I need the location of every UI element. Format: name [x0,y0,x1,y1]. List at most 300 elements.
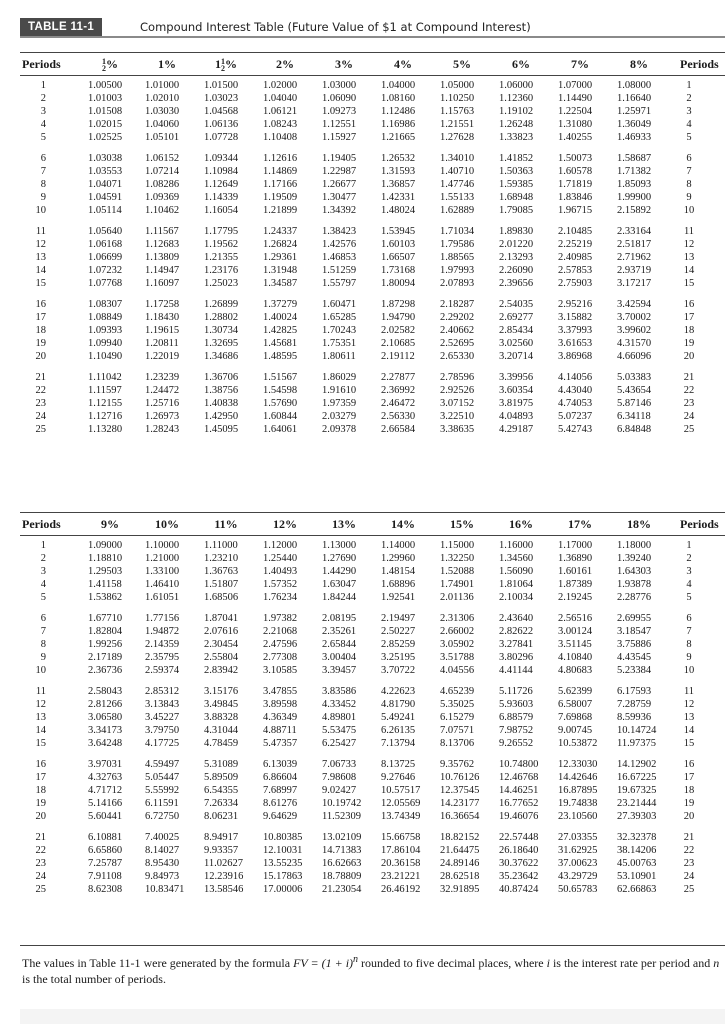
table-row [20,350,725,363]
future-value-cell: 1.85093 [617,179,652,190]
footnote-text-c: is the interest rate per period and [549,956,714,970]
future-value-cell: 26.46192 [381,884,421,895]
future-value-cell: 1.17258 [145,299,180,310]
future-value-cell: 1.04591 [88,192,123,203]
future-value-cell: 1.53945 [381,226,416,237]
future-value-cell: 1.01003 [88,93,123,104]
future-value-cell: 2.51817 [617,239,652,250]
future-value-cell: 1.40710 [440,166,475,177]
future-value-cell: 2.19245 [558,592,593,603]
period-number-left: 19 [35,338,46,349]
period-number-right: 15 [683,278,695,289]
future-value-cell: 5.35025 [440,699,475,710]
table-row [20,251,725,264]
future-value-cell: 2.26090 [499,265,534,276]
future-value-cell: 2.57853 [558,265,593,276]
rate-header [375,56,431,72]
period-number-left: 8 [40,639,46,650]
rate-header [198,516,254,532]
future-value-cell: 17.00006 [263,884,303,895]
future-value-cell: 7.98752 [499,725,534,736]
future-value-cell: 19.74838 [558,798,598,809]
future-value-cell: 1.09393 [88,325,123,336]
future-value-cell: 1.53862 [88,592,123,603]
future-value-cell: 1.03030 [145,106,180,117]
future-value-cell: 6.72750 [145,811,180,822]
future-value-cell: 1.11000 [204,540,238,551]
period-number-right: 13 [683,712,695,723]
future-value-cell: 1.05114 [88,205,122,216]
future-value-cell: 45.00763 [617,858,657,869]
compound-interest-table-high-rates [20,512,725,896]
period-number-left: 4 [40,119,46,130]
future-value-cell: 1.08286 [145,179,180,190]
future-value-cell: 2.78596 [440,372,475,383]
future-value-cell: 1.38756 [204,385,239,396]
future-value-cell: 1.51567 [263,372,298,383]
period-number-right: 25 [683,884,695,895]
future-value-cell: 2.82622 [499,626,534,637]
periods-header-right: Periods [680,57,719,71]
compound-interest-table-low-rates [20,52,725,436]
future-value-cell: 1.07214 [145,166,180,177]
future-value-cell: 9.26552 [499,738,534,749]
period-number-right: 5 [686,132,692,143]
future-value-cell: 1.57352 [263,579,298,590]
table-row [20,784,725,797]
rate-header-whole: 4% [394,57,412,71]
period-number-left: 3 [40,566,46,577]
rate-header-percent: % [225,57,237,71]
future-value-cell: 1.17795 [204,226,239,237]
future-value-cell: 10.19742 [322,798,362,809]
rate-header-whole: 16% [509,517,533,531]
future-value-cell: 23.21221 [381,871,421,882]
future-value-cell: 1.21000 [145,553,180,564]
future-value-cell: 1.23176 [204,265,239,276]
future-value-cell: 6.15279 [440,712,475,723]
period-number-right: 23 [683,858,695,869]
future-value-cell: 2.50227 [381,626,416,637]
periods-header-right: Periods [680,517,719,531]
future-value-cell: 1.34010 [440,153,475,164]
future-value-cell: 5.93603 [499,699,534,710]
period-number-right: 21 [683,832,695,843]
future-value-cell: 8.62308 [88,884,123,895]
future-value-cell: 1.34587 [263,278,298,289]
future-value-cell: 11.02627 [204,858,243,869]
future-value-cell: 7.40025 [145,832,180,843]
future-value-cell: 9.64629 [263,811,298,822]
future-value-cell: 1.24472 [145,385,180,396]
table-row [20,857,725,870]
period-number-right: 6 [686,613,692,624]
future-value-cell: 3.39457 [322,665,357,676]
future-value-cell: 5.53475 [322,725,357,736]
future-value-cell: 14.71383 [322,845,362,856]
future-value-cell: 1.29503 [88,566,123,577]
future-value-cell: 4.88711 [263,725,297,736]
future-value-cell: 9.00745 [558,725,593,736]
future-value-cell: 32.91895 [440,884,480,895]
future-value-cell: 8.94917 [204,832,239,843]
period-number-right: 24 [683,871,695,882]
future-value-cell: 2.14359 [145,639,180,650]
period-number-left: 18 [35,325,46,336]
rate-header-whole: 18% [627,517,651,531]
future-value-cell: 1.23210 [204,553,239,564]
future-value-cell: 7.68997 [263,785,298,796]
future-value-cell: 1.45095 [204,424,239,435]
future-value-cell: 1.87041 [204,613,239,624]
future-value-cell: 1.18430 [145,312,180,323]
period-number-left: 1 [40,80,46,91]
future-value-cell: 11.97375 [617,738,656,749]
future-value-cell: 18.82152 [440,832,480,843]
future-value-cell: 1.46933 [617,132,652,143]
periods-header-left: Periods [22,517,61,531]
future-value-cell: 1.19615 [145,325,180,336]
future-value-cell: 20.36158 [381,858,421,869]
future-value-cell: 1.03000 [322,80,357,91]
future-value-cell: 23.21444 [617,798,657,809]
table-row [20,191,725,204]
table-row [20,324,725,337]
page-bottom-banner [20,1009,725,1024]
future-value-cell: 1.08160 [381,93,416,104]
future-value-cell: 1.02525 [88,132,123,143]
future-value-cell: 5.11726 [499,686,533,697]
future-value-cell: 1.07728 [204,132,239,143]
table-row [20,337,725,350]
table-number-label: TABLE 11-1 [20,18,102,36]
future-value-cell: 1.01500 [204,80,239,91]
future-value-cell: 3.00124 [558,626,593,637]
future-value-cell: 2.40985 [558,252,593,263]
future-value-cell: 35.23642 [499,871,539,882]
future-value-cell: 5.47357 [263,738,298,749]
future-value-cell: 9.02427 [322,785,357,796]
future-value-cell: 15.66758 [381,832,421,843]
future-value-cell: 3.07152 [440,398,475,409]
future-value-cell: 4.31570 [617,338,652,349]
future-value-cell: 1.52088 [440,566,475,577]
rate-header [316,56,372,72]
table-row [20,651,725,664]
period-number-left: 2 [40,93,46,104]
rate-header-whole: 17% [568,517,592,531]
future-value-cell: 1.09940 [88,338,123,349]
future-value-cell: 1.64303 [617,566,652,577]
future-value-cell: 7.69868 [558,712,593,723]
future-value-cell: 5.05447 [145,772,180,783]
future-value-cell: 12.05569 [381,798,421,809]
future-value-cell: 1.80611 [322,351,356,362]
rate-header-whole: 1 [215,57,221,71]
rate-header [493,516,549,532]
period-number-right: 8 [686,179,692,190]
future-value-cell: 2.19112 [381,351,415,362]
table-row [20,797,725,810]
period-number-right: 6 [686,153,692,164]
future-value-cell: 1.16986 [381,119,416,130]
future-value-cell: 1.60844 [263,411,298,422]
table-row [20,118,725,131]
table-row [20,178,725,191]
period-number-left: 14 [35,265,46,276]
future-value-cell: 13.55235 [263,858,303,869]
future-value-cell: 1.33100 [145,566,180,577]
future-value-cell: 31.62925 [558,845,598,856]
period-number-right: 16 [683,759,695,770]
table-row [20,758,725,771]
footnote-text-a: The values in Table 11-1 were generated by the formula [22,956,294,970]
future-value-cell: 1.07232 [88,265,123,276]
future-value-cell: 16.62663 [322,858,362,869]
future-value-cell: 2.66584 [381,424,416,435]
table-body [20,79,725,436]
period-number-left: 14 [35,725,46,736]
period-number-right: 2 [686,553,692,564]
period-number-left: 24 [35,411,46,422]
rate-header [257,56,313,72]
table-header-row [20,52,725,76]
future-value-cell: 4.10840 [558,652,593,663]
future-value-cell: 1.70243 [322,325,357,336]
future-value-cell: 1.33823 [499,132,534,143]
future-value-cell: 1.06000 [499,80,534,91]
period-number-right: 7 [686,626,692,637]
future-value-cell: 3.51788 [440,652,475,663]
future-value-cell: 2.15892 [617,205,652,216]
future-value-cell: 1.09273 [322,106,357,117]
future-value-cell: 3.70002 [617,312,652,323]
future-value-cell: 2.58043 [88,686,123,697]
period-number-left: 6 [40,613,46,624]
future-value-cell: 1.36890 [558,553,593,564]
future-value-cell: 1.24337 [263,226,298,237]
future-value-cell: 1.13809 [145,252,180,263]
future-value-cell: 1.16054 [204,205,239,216]
future-value-cell: 1.41852 [499,153,534,164]
future-value-cell: 2.55804 [204,652,239,663]
period-number-left: 22 [35,385,46,396]
future-value-cell: 1.83846 [558,192,593,203]
future-value-cell: 1.01000 [145,80,180,91]
future-value-cell: 1.04040 [263,93,298,104]
future-value-cell: 40.87424 [499,884,539,895]
period-number-left: 4 [40,579,46,590]
future-value-cell: 5.89509 [204,772,239,783]
future-value-cell: 12.10031 [263,845,303,856]
future-value-cell: 1.86029 [322,372,357,383]
period-number-right: 22 [683,845,695,856]
future-value-cell: 27.03355 [558,832,598,843]
future-value-cell: 1.12649 [204,179,239,190]
future-value-cell: 1.82804 [88,626,123,637]
rate-header-percent: % [106,57,118,71]
future-value-cell: 1.14869 [263,166,298,177]
future-value-cell: 1.68506 [204,592,239,603]
future-value-cell: 1.10490 [88,351,123,362]
future-value-cell: 1.01508 [88,106,123,117]
table-footnote [20,945,725,986]
future-value-cell: 2.13293 [499,252,534,263]
period-number-left: 21 [35,832,46,843]
future-value-cell: 7.28759 [617,699,652,710]
period-number-right: 15 [683,738,695,749]
period-number-right: 25 [683,424,695,435]
future-value-cell: 3.89598 [263,699,298,710]
future-value-cell: 5.62399 [558,686,593,697]
table-row [20,225,725,238]
future-value-cell: 1.99900 [617,192,652,203]
future-value-cell: 1.21665 [381,132,416,143]
future-value-cell: 4.04893 [499,411,534,422]
rate-header-whole: 15% [450,517,474,531]
future-value-cell: 5.03383 [617,372,652,383]
table-row [20,264,725,277]
future-value-cell: 9.84973 [145,871,180,882]
period-number-right: 19 [683,338,695,349]
table-row [20,625,725,638]
future-value-cell: 1.25440 [263,553,298,564]
period-number-left: 16 [35,299,46,310]
future-value-cell: 4.66096 [617,351,652,362]
period-number-left: 15 [35,278,46,289]
future-value-cell: 1.14490 [558,93,593,104]
future-value-cell: 17.86104 [381,845,421,856]
future-value-cell: 1.68948 [499,192,534,203]
period-number-left: 8 [40,179,46,190]
future-value-cell: 2.69277 [499,312,534,323]
future-value-cell: 1.55133 [440,192,475,203]
future-value-cell: 1.94790 [381,312,416,323]
future-value-cell: 4.81790 [381,699,416,710]
future-value-cell: 4.43040 [558,385,593,396]
future-value-cell: 3.25195 [381,652,416,663]
table-row [20,92,725,105]
future-value-cell: 1.10462 [145,205,180,216]
future-value-cell: 3.18547 [617,626,652,637]
future-value-cell: 1.44290 [322,566,357,577]
future-value-cell: 1.25716 [145,398,180,409]
future-value-cell: 1.59385 [499,179,534,190]
future-value-cell: 1.12683 [145,239,180,250]
future-value-cell: 1.42576 [322,239,357,250]
future-value-cell: 6.86604 [263,772,298,783]
table-row [20,397,725,410]
future-value-cell: 62.66863 [617,884,657,895]
future-value-cell: 3.45227 [145,712,180,723]
rate-header [82,56,138,72]
period-number-right: 24 [683,411,695,422]
future-value-cell: 1.05640 [88,226,123,237]
period-number-right: 20 [683,351,695,362]
future-value-cell: 1.10984 [204,166,239,177]
period-number-right: 9 [686,652,692,663]
future-value-cell: 1.40255 [558,132,593,143]
future-value-cell: 4.59497 [145,759,180,770]
future-value-cell: 3.00404 [322,652,357,663]
future-value-cell: 1.42825 [263,325,298,336]
table-row [20,685,725,698]
future-value-cell: 6.65860 [88,845,123,856]
future-value-cell: 3.38635 [440,424,475,435]
period-number-left: 1 [40,540,46,551]
rate-header [198,56,254,72]
fraction-numerator: 1 [221,57,225,67]
future-value-cell: 3.17217 [617,278,652,289]
future-value-cell: 1.08243 [263,119,298,130]
period-number-right: 14 [683,725,695,736]
future-value-cell: 12.33030 [558,759,598,770]
period-number-right: 20 [683,811,695,822]
period-number-right: 22 [683,385,695,396]
future-value-cell: 1.12486 [381,106,416,117]
rate-header [375,516,431,532]
period-number-left: 25 [35,424,46,435]
rate-header-whole: 7% [571,57,589,71]
period-number-right: 8 [686,639,692,650]
future-value-cell: 1.16000 [499,540,534,551]
future-value-cell: 1.28802 [204,312,239,323]
footnote-text [20,952,725,986]
future-value-cell: 1.75351 [322,338,357,349]
table-row [20,371,725,384]
future-value-cell: 16.87895 [558,785,598,796]
future-value-cell: 1.06152 [145,153,180,164]
period-number-left: 22 [35,845,46,856]
future-value-cell: 1.71819 [558,179,593,190]
future-value-cell: 1.80094 [381,278,416,289]
future-value-cell: 10.80385 [263,832,303,843]
future-value-cell: 1.25971 [617,106,652,117]
future-value-cell: 4.32763 [88,772,123,783]
table-row [20,612,725,625]
future-value-cell: 5.07237 [558,411,593,422]
future-value-cell: 13.02109 [322,832,362,843]
future-value-cell: 3.88328 [204,712,239,723]
future-value-cell: 2.85434 [499,325,534,336]
future-value-cell: 1.89830 [499,226,534,237]
future-value-cell: 22.57448 [499,832,539,843]
period-number-left: 20 [35,811,46,822]
future-value-cell: 1.97359 [322,398,357,409]
period-number-right: 12 [683,239,695,250]
future-value-cell: 3.99602 [617,325,652,336]
future-value-cell: 1.46853 [322,252,357,263]
future-value-cell: 2.36736 [88,665,123,676]
future-value-cell: 1.06090 [322,93,357,104]
future-value-cell: 1.34392 [322,205,357,216]
future-value-cell: 2.47596 [263,639,298,650]
rate-header-whole: 12% [273,517,297,531]
future-value-cell: 1.03038 [88,153,123,164]
future-value-cell: 1.12616 [263,153,298,164]
future-value-cell: 2.54035 [499,299,534,310]
future-value-cell: 1.15927 [322,132,357,143]
future-value-cell: 1.21899 [263,205,298,216]
future-value-cell: 24.89146 [440,858,480,869]
table-row [20,711,725,724]
future-value-cell: 1.26899 [204,299,239,310]
fraction-denominator: 2 [102,64,106,74]
future-value-cell: 2.65844 [322,639,357,650]
table-row [20,831,725,844]
table-row [20,737,725,750]
table-row [20,870,725,883]
